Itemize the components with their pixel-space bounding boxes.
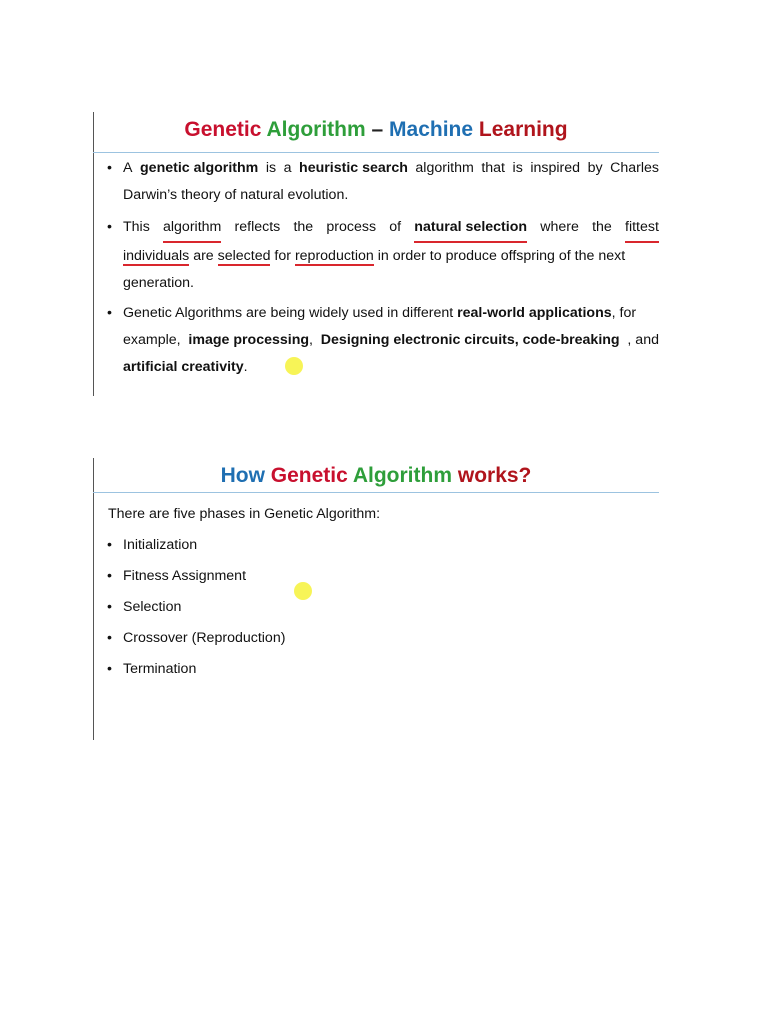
- phase-crossover: [107, 630, 285, 646]
- underlined-reproduction: reproduction: [294, 248, 374, 264]
- term-heuristic-search: heuristic search: [299, 160, 408, 176]
- phase-label: Crossover (Reproduction): [123, 630, 286, 646]
- bullet-dot: •: [107, 305, 112, 321]
- term-real-world-applications: real-world applications: [457, 305, 612, 321]
- highlighter-dot: [285, 357, 303, 375]
- phase-initialization: [107, 537, 197, 553]
- term-image-processing: image processing: [188, 332, 310, 348]
- phase-selection: [107, 599, 181, 615]
- phase-label: Selection: [123, 599, 182, 615]
- term-genetic-algorithm: genetic algorithm: [140, 160, 259, 176]
- title-word: works?: [457, 464, 532, 487]
- term-artificial-creativity: artificial creativity: [123, 359, 244, 375]
- term-natural-selection: natural selection: [414, 214, 527, 243]
- term-circuits-code-breaking: Designing electronic circuits, code-breaking: [320, 332, 620, 348]
- text: ,: [309, 332, 313, 348]
- bullet-natural-selection: [107, 214, 659, 295]
- text: , and: [627, 332, 659, 348]
- text: where: [540, 219, 579, 235]
- slide2-title: [93, 464, 659, 488]
- text: inspired: [530, 160, 581, 176]
- text: process: [326, 219, 377, 235]
- bullet2-line2: [123, 243, 659, 270]
- title-word: Genetic: [270, 464, 348, 487]
- text: of: [389, 219, 402, 235]
- slide1-title: [93, 118, 659, 142]
- bullet-dot: •: [107, 599, 112, 615]
- slide2-title-rule: [93, 492, 659, 493]
- slide1-title-rule: [93, 152, 659, 153]
- text: Charles: [610, 160, 659, 176]
- underlined-selected: selected: [217, 248, 271, 264]
- text: reflects: [234, 219, 281, 235]
- text: that: [481, 160, 505, 176]
- phase-label: Fitness Assignment: [123, 568, 247, 584]
- bullet-body: [123, 300, 659, 381]
- text: is: [512, 160, 523, 176]
- title-word: Learning: [478, 118, 568, 141]
- bullet-body: [123, 155, 659, 209]
- bullet-body: [123, 214, 659, 297]
- slide-how-ga-works: [93, 458, 659, 740]
- text: in order to produce offspring of the next: [373, 248, 626, 264]
- text: A: [123, 160, 133, 176]
- bullet-dot: •: [107, 219, 112, 235]
- title-word: How: [220, 464, 265, 487]
- phases-intro: There are five phases in Genetic Algorithm:: [108, 506, 381, 522]
- bullet2-line1: [123, 214, 659, 243]
- underlined-algorithm: algorithm: [163, 214, 221, 243]
- title-word: Genetic: [184, 118, 262, 141]
- underlined-individuals: individuals: [123, 248, 190, 264]
- underlined-fittest: fittest: [625, 214, 659, 243]
- bullet3-line3: [123, 354, 659, 381]
- text: This: [123, 219, 150, 235]
- text: , for: [611, 305, 637, 321]
- bullet-dot: •: [107, 537, 112, 553]
- bullet-applications: [107, 300, 659, 381]
- highlighter-dot: [294, 582, 312, 600]
- title-word: Machine: [389, 118, 474, 141]
- text: a: [283, 160, 292, 176]
- bullet-dot: •: [107, 661, 112, 677]
- text: the: [592, 219, 612, 235]
- phase-label: Termination: [123, 661, 197, 677]
- title-word: Algorithm: [352, 464, 453, 487]
- text: the: [293, 219, 314, 235]
- text: for: [270, 248, 295, 264]
- bullet-definition: [107, 155, 659, 209]
- text: algorithm: [415, 160, 474, 176]
- slide-left-border: [93, 458, 94, 740]
- text: Genetic Algorithms are being widely used in different: [123, 305, 458, 321]
- bullet1-line2: Darwin’s theory of natural evolution.: [123, 187, 349, 203]
- term-group: [188, 327, 313, 354]
- text: is: [265, 160, 277, 176]
- bullet3-line1: [123, 300, 659, 327]
- text: are: [189, 248, 218, 264]
- text: by: [587, 160, 603, 176]
- phase-label: Initialization: [123, 537, 198, 553]
- bullet1-line1: [123, 155, 659, 182]
- bullet-dot: •: [107, 568, 112, 584]
- bullet-dot: •: [107, 160, 112, 176]
- bullet2-line3: generation.: [123, 275, 194, 291]
- text: example,: [123, 332, 181, 348]
- slide-genetic-algorithm-ml: [93, 112, 659, 396]
- title-word: –: [371, 118, 384, 141]
- phase-termination: [107, 661, 196, 677]
- text: .: [243, 359, 248, 375]
- phase-fitness-assignment: [107, 568, 246, 584]
- slide-left-border: [93, 112, 94, 396]
- bullet-dot: •: [107, 630, 112, 646]
- title-word: Algorithm: [266, 118, 366, 141]
- bullet3-line2: [123, 327, 659, 354]
